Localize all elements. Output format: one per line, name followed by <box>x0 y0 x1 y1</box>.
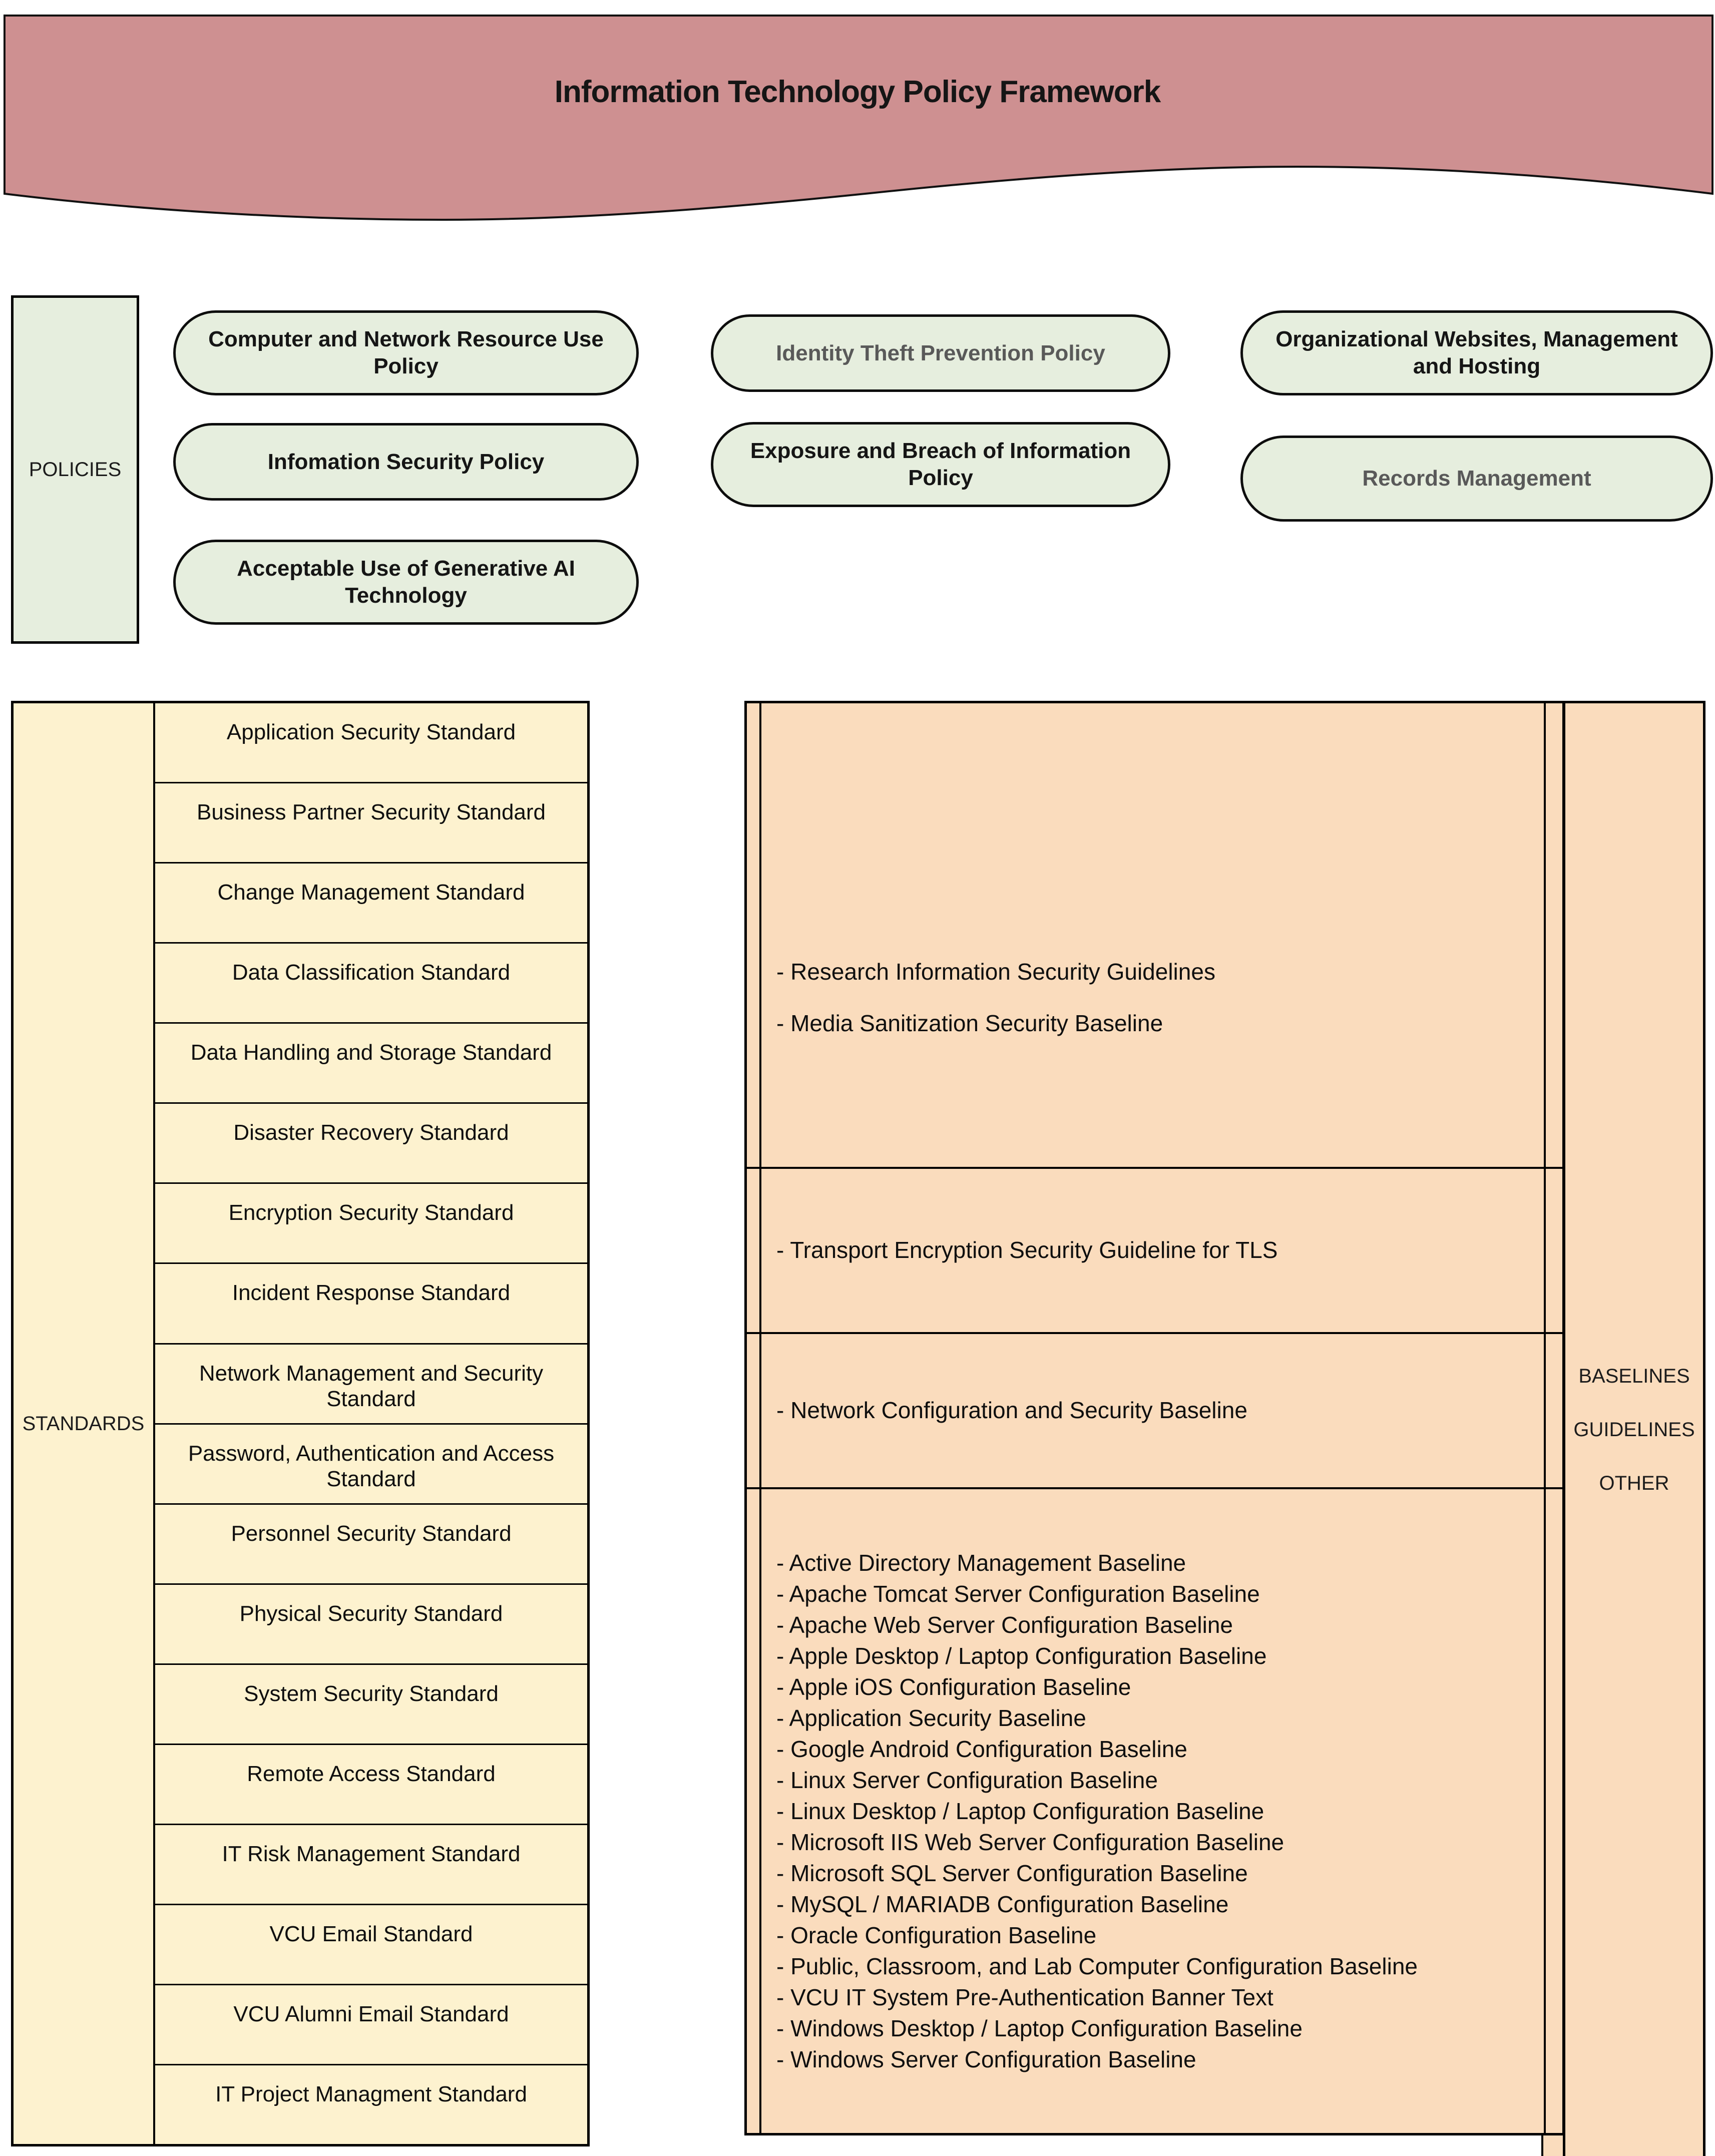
baseline-item: - Linux Server Configuration Baseline <box>776 1767 1158 1793</box>
baselines-table <box>744 701 1705 2156</box>
standards-row <box>155 1104 587 1184</box>
baseline-item: - VCU IT System Pre-Authentication Banner Text <box>776 1984 1273 2010</box>
standard-item: VCU Email Standard <box>269 1921 473 1946</box>
standards-row <box>155 1345 587 1425</box>
standards-row <box>155 864 587 944</box>
side-label-other: OTHER <box>1599 1472 1669 1494</box>
standards-row <box>155 1665 587 1745</box>
baseline-item: - Apple Desktop / Laptop Configuration Baseline <box>776 1643 1267 1669</box>
standard-item: Network Management and Security Standard <box>199 1361 544 1412</box>
standard-item: Physical Security Standard <box>239 1601 503 1626</box>
standards-row <box>155 1184 587 1264</box>
header-banner-wave <box>3 14 1714 224</box>
standard-item: IT Risk Management Standard <box>222 1841 521 1866</box>
standards-row <box>155 1264 587 1344</box>
standard-item: Encryption Security Standard <box>228 1200 514 1225</box>
baseline-item: - Windows Desktop / Laptop Configuration Baseline <box>776 2015 1303 2041</box>
standard-item: Disaster Recovery Standard <box>233 1120 509 1145</box>
baseline-item: - Active Directory Management Baseline <box>776 1550 1186 1576</box>
standards-row <box>155 1745 587 1825</box>
baseline-item: - Public, Classroom, and Lab Computer Configuration Baseline <box>776 1953 1418 1979</box>
standards-row <box>155 1985 587 2065</box>
standard-item: Change Management Standard <box>217 880 525 905</box>
policies-section-label <box>11 295 139 644</box>
standard-item: Remote Access Standard <box>247 1761 496 1786</box>
policy-box-computer-and-network-resource-use <box>173 310 639 395</box>
policy-box-exposure-and-breach <box>711 422 1170 507</box>
baseline-item: - MySQL / MARIADB Configuration Baseline <box>776 1891 1229 1917</box>
page-title: Information Technology Policy Framework <box>554 75 1161 109</box>
policy-box-identity-theft-prevention <box>711 314 1170 392</box>
divider-vertical-right <box>1544 703 1546 2133</box>
standard-item: Incident Response Standard <box>232 1280 511 1306</box>
baseline-item: - Apache Web Server Configuration Baseline <box>776 1612 1233 1638</box>
standard-item: Personnel Security Standard <box>231 1521 512 1546</box>
policy-box-label: Exposure and Breach of Information Policy <box>750 439 1131 490</box>
standards-row <box>155 2065 587 2144</box>
baseline-item: - Network Configuration and Security Baseline <box>776 1397 1247 1424</box>
policy-box-acceptable-use-generative-ai <box>173 540 639 625</box>
side-label-guidelines: GUIDELINES <box>1573 1418 1695 1441</box>
baseline-item: - Application Security Baseline <box>776 1705 1086 1731</box>
baseline-item: - Windows Server Configuration Baseline <box>776 2046 1196 2072</box>
standards-label-text: STANDARDS <box>22 1412 145 1435</box>
policy-box-label: Identity Theft Prevention Policy <box>776 340 1105 365</box>
standards-row <box>155 1905 587 1985</box>
baseline-item: - Apache Tomcat Server Configuration Baseline <box>776 1581 1260 1607</box>
standard-item: IT Project Managment Standard <box>215 2082 527 2107</box>
standard-item: System Security Standard <box>244 1681 499 1706</box>
guideline-item: - Media Sanitization Security Baseline <box>776 1010 1163 1036</box>
side-label-baselines: BASELINES <box>1578 1365 1690 1387</box>
banner-shape <box>5 16 1712 220</box>
standard-item: VCU Alumni Email Standard <box>233 2002 509 2026</box>
standards-row <box>155 783 587 864</box>
network-baseline-cell <box>761 1334 1544 1487</box>
standards-row <box>155 1024 587 1104</box>
standards-row <box>155 1825 587 1905</box>
policy-box-label: Acceptable Use of Generative AI Technology <box>237 556 575 608</box>
standard-item: Business Partner Security Standard <box>196 800 546 825</box>
baselines-main-area <box>744 701 1565 2135</box>
policy-box-organizational-websites <box>1240 310 1713 395</box>
policies-label-text: POLICIES <box>29 458 122 481</box>
guidelines-cell <box>761 703 1544 1167</box>
policy-box-label: Organizational Websites, Management and Hosting <box>1275 327 1678 378</box>
tls-guideline-cell <box>761 1169 1544 1332</box>
standards-row <box>155 944 587 1024</box>
policy-box-label: Records Management <box>1362 466 1591 491</box>
standards-row <box>155 1505 587 1585</box>
policy-box-information-security <box>173 423 639 501</box>
baseline-item: - Linux Desktop / Laptop Configuration Baseline <box>776 1798 1264 1824</box>
policy-box-label: Computer and Network Resource Use Policy <box>208 327 604 378</box>
standard-item: Application Security Standard <box>226 720 516 744</box>
baseline-item: - Oracle Configuration Baseline <box>776 1922 1097 1948</box>
configuration-baselines-cell <box>761 1489 1544 2133</box>
standard-item: Data Classification Standard <box>232 960 511 985</box>
policy-box-records-management <box>1240 436 1713 522</box>
baseline-item: - Apple iOS Configuration Baseline <box>776 1674 1131 1700</box>
standards-row <box>155 703 587 783</box>
standard-item: Data Handling and Storage Standard <box>190 1040 552 1065</box>
standard-item: Password, Authentication and Access Standard <box>188 1441 555 1492</box>
standards-table <box>11 701 590 2146</box>
baseline-item: - Microsoft SQL Server Configuration Baseline <box>776 1860 1248 1886</box>
divider-strip-extension <box>1541 2135 1563 2156</box>
baselines-side-label <box>1563 701 1705 2156</box>
policy-box-label: Infomation Security Policy <box>267 449 545 474</box>
standards-row <box>155 1425 587 1505</box>
baseline-item: - Google Android Configuration Baseline <box>776 1736 1187 1762</box>
standards-rows <box>155 703 587 2144</box>
standards-row <box>155 1585 587 1665</box>
baseline-item: - Microsoft IIS Web Server Configuration Baseline <box>776 1829 1284 1855</box>
guideline-item: - Transport Encryption Security Guideline for TLS <box>776 1237 1278 1263</box>
standards-section-label <box>14 703 155 2144</box>
guideline-item: - Research Information Security Guidelines <box>776 958 1215 985</box>
